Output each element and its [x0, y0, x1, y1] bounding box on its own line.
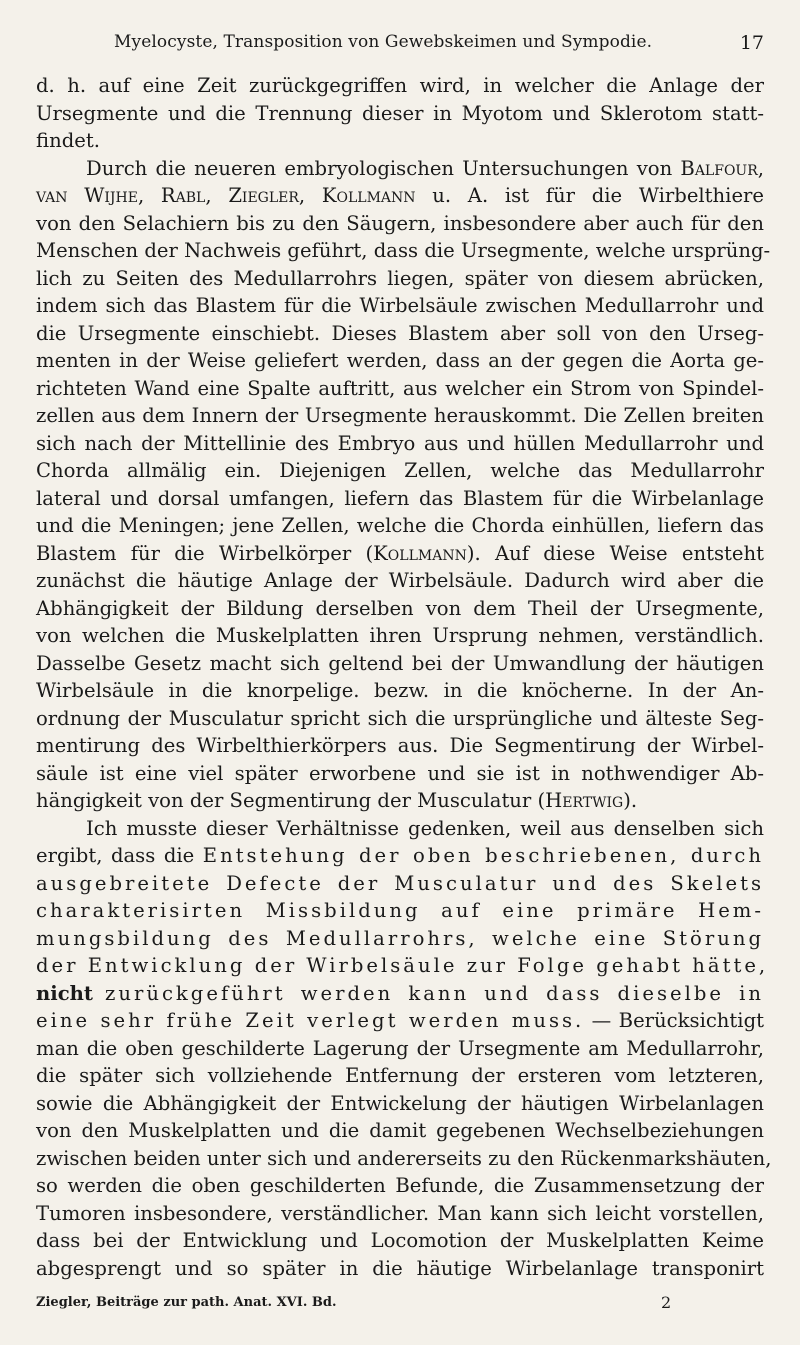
- text-line: [36, 347, 764, 375]
- text-run: Blastem für die Wirbelkörper (: [36, 541, 374, 565]
- text-run: d. h. auf eine Zeit zurückgegriffen wird, in welcher die Anlage der: [36, 74, 764, 97]
- text-line: [36, 1090, 764, 1118]
- text-line: [36, 375, 764, 403]
- text-line: [36, 760, 764, 788]
- text-line: [36, 127, 764, 155]
- text-line: [36, 980, 764, 1008]
- text-line: [36, 815, 764, 843]
- text-run: ergibt, dass die: [36, 844, 203, 867]
- text-line: [36, 705, 764, 733]
- text-run: säule ist eine viel später erworbene und sie ist in nothwendiger Ab-: [36, 761, 764, 785]
- text-line: [36, 1062, 764, 1090]
- text-line: [36, 622, 764, 650]
- bold-emphasis: nicht: [36, 981, 93, 1005]
- text-line: [36, 1172, 764, 1200]
- spaced-emphasis: charakterisirten Missbildung auf eine primäre Hem-: [36, 899, 764, 922]
- document-page: [36, 0, 772, 1345]
- text-line: [36, 100, 764, 128]
- text-run: zunächst die häutige Anlage der Wirbelsäule. Dadurch wird aber die: [36, 569, 764, 592]
- text-line: [36, 650, 764, 678]
- text-run: ). Auf diese Weise entsteht: [466, 541, 764, 565]
- signature-mark: 2: [661, 1293, 672, 1312]
- spaced-emphasis: eine sehr frühe Zeit verlegt werden muss.: [36, 1009, 585, 1032]
- text-run: lateral und dorsal umfangen, liefern das Blastem für die Wirbelanlage: [36, 486, 764, 510]
- author-name: van Wijhe: [36, 184, 138, 207]
- text-line: [36, 457, 764, 485]
- spaced-emphasis: Entstehung der oben beschriebenen, durch: [202, 844, 765, 867]
- text-line: [36, 292, 764, 320]
- author-name: Hertwig: [545, 789, 624, 812]
- text-line: [36, 595, 764, 623]
- text-run: die Ursegmente einschiebt. Dieses Blastem aber soll von den Urseg-: [36, 321, 764, 345]
- text-line: [36, 732, 764, 760]
- text-line: [36, 1200, 764, 1228]
- text-run: Menschen der Nachweis geführt, dass die Ursegmente, welche ursprüng-: [36, 239, 771, 262]
- text-line: [36, 402, 764, 430]
- author-name: Kollmann: [321, 184, 416, 207]
- author-name: Balfour: [680, 156, 758, 180]
- text-line: [36, 1007, 764, 1035]
- author-name: Rabl: [160, 184, 206, 207]
- text-line: [36, 677, 764, 705]
- text-line: [36, 1117, 764, 1145]
- text-run: richteten Wand eine Spalte auftritt, aus welcher ein Strom von Spindel-: [36, 376, 764, 400]
- text-run: hängigkeit von der Segmentirung der Musculatur (: [36, 789, 546, 812]
- text-run: dass bei der Entwicklung und Locomotion der Muskelplatten Keime: [36, 1229, 764, 1252]
- text-line: [36, 320, 764, 348]
- text-run: u. A. ist für die Wirbelthiere: [415, 184, 765, 207]
- text-line: [36, 787, 764, 815]
- spaced-emphasis: mungsbildung des Medullarrohrs, welche eine Störung: [36, 926, 764, 950]
- text-run: Wirbelsäule in die knorpelige. bezw. in die knöcherne. In der An-: [36, 679, 764, 702]
- text-line: [36, 952, 769, 980]
- text-run: Durch die neueren embryologischen Untersuchungen von: [86, 156, 681, 180]
- text-run: sowie die Abhängigkeit der Entwickelung der häutigen Wirbelanlagen: [36, 1091, 764, 1115]
- text-line: [36, 1255, 764, 1283]
- text-run: Ursegmente und die Trennung dieser in Myotom und Sklerotom statt-: [36, 101, 764, 125]
- text-line: [36, 210, 764, 238]
- running-title: Myelocyste, Transposition von Gewebskeimen und Sympodie.: [114, 32, 653, 52]
- text-run: und die Meningen; jene Zellen, welche die Chorda einhüllen, liefern das: [36, 514, 764, 537]
- text-line: [36, 842, 764, 870]
- spaced-emphasis: ausgebreitete Defecte der Musculatur und des Skelets: [36, 871, 764, 895]
- author-name: Ziegler: [228, 184, 299, 207]
- text-run: man die oben geschilderte Lagerung der Ursegmente am Medullarrohr,: [36, 1036, 764, 1060]
- text-run: ordnung der Musculatur spricht sich die ursprüngliche und älteste Seg-: [36, 706, 764, 730]
- footer-citation: Ziegler, Beiträge zur path. Anat. XVI. Bd.: [36, 1295, 337, 1310]
- text-line: [36, 925, 764, 953]
- text-run: Ich musste dieser Verhältnisse gedenken, weil aus denselben sich: [86, 816, 764, 840]
- text-line: [36, 567, 764, 595]
- page-number: 17: [739, 32, 764, 54]
- text-run: sich nach der Mittellinie des Embryo aus und hüllen Medullarrohr und: [36, 431, 764, 455]
- text-line: [36, 870, 764, 898]
- text-run: indem sich das Blastem für die Wirbelsäule zwischen Medullarrohr und: [36, 294, 764, 317]
- page-footer: [36, 1295, 764, 1317]
- text-line: [36, 72, 764, 100]
- text-run: mentirung des Wirbelthierkörpers aus. Die Segmentirung der Wirbel-: [36, 734, 764, 757]
- text-run: zellen aus dem Innern der Ursegmente herauskommt. Die Zellen breiten: [36, 404, 764, 427]
- text-run: die später sich vollziehende Entfernung der ersteren vom letzteren,: [36, 1064, 764, 1087]
- text-run: [93, 982, 105, 1005]
- text-run: Abhängigkeit der Bildung derselben von dem Theil der Ursegmente,: [36, 596, 764, 620]
- body-text: [36, 72, 772, 1282]
- text-run: zwischen beiden unter sich und andererseits zu den Rückenmarkshäuten,: [36, 1146, 772, 1170]
- text-line: [36, 512, 764, 540]
- text-line: [36, 1227, 764, 1255]
- text-run: ).: [623, 789, 638, 812]
- text-run: von den Muskelplatten und die damit gegebenen Wechselbeziehungen: [36, 1119, 764, 1142]
- text-run: findet.: [36, 129, 100, 152]
- text-line: [36, 485, 764, 513]
- text-run: so werden die oben geschilderten Befunde, die Zusammensetzung der: [36, 1174, 764, 1197]
- text-run: ,: [298, 184, 322, 207]
- text-line: [36, 1145, 772, 1173]
- text-line: [36, 540, 764, 568]
- text-run: Dasselbe Gesetz macht sich geltend bei der Umwandlung der häutigen: [36, 651, 764, 675]
- text-line: [36, 265, 764, 293]
- text-line: [36, 897, 764, 925]
- text-line: [36, 182, 764, 210]
- text-run: ,: [205, 184, 229, 207]
- spaced-emphasis: der Entwicklung der Wirbelsäule zur Folge gehabt hätte,: [36, 954, 769, 977]
- text-line: [36, 430, 764, 458]
- author-name: Kollmann: [373, 541, 467, 565]
- text-run: menten in der Weise geliefert werden, dass an der gegen die Aorta ge-: [36, 349, 764, 372]
- text-run: von welchen die Muskelplatten ihren Ursprung nehmen, verständlich.: [36, 624, 764, 647]
- text-run: — Berücksichtigt: [584, 1009, 764, 1032]
- text-run: ,: [137, 184, 161, 207]
- text-line: [36, 237, 771, 265]
- text-run: Tumoren insbesondere, verständlicher. Man kann sich leicht vorstellen,: [36, 1201, 764, 1225]
- text-run: von den Selachiern bis zu den Säugern, insbesondere aber auch für den: [36, 211, 764, 235]
- text-run: abgesprengt und so später in die häutige Wirbelanlage transponirt: [36, 1256, 764, 1280]
- text-run: ,: [757, 156, 764, 180]
- running-header: [36, 32, 764, 60]
- text-line: [36, 1035, 764, 1063]
- text-run: Chorda allmälig ein. Diejenigen Zellen, welche das Medullarrohr: [36, 459, 764, 482]
- spaced-emphasis: zurückgeführt werden kann und dass dieselbe in: [105, 981, 764, 1005]
- text-run: lich zu Seiten des Medullarrohrs liegen, später von diesem abrücken,: [36, 266, 764, 290]
- text-line: [36, 155, 764, 183]
